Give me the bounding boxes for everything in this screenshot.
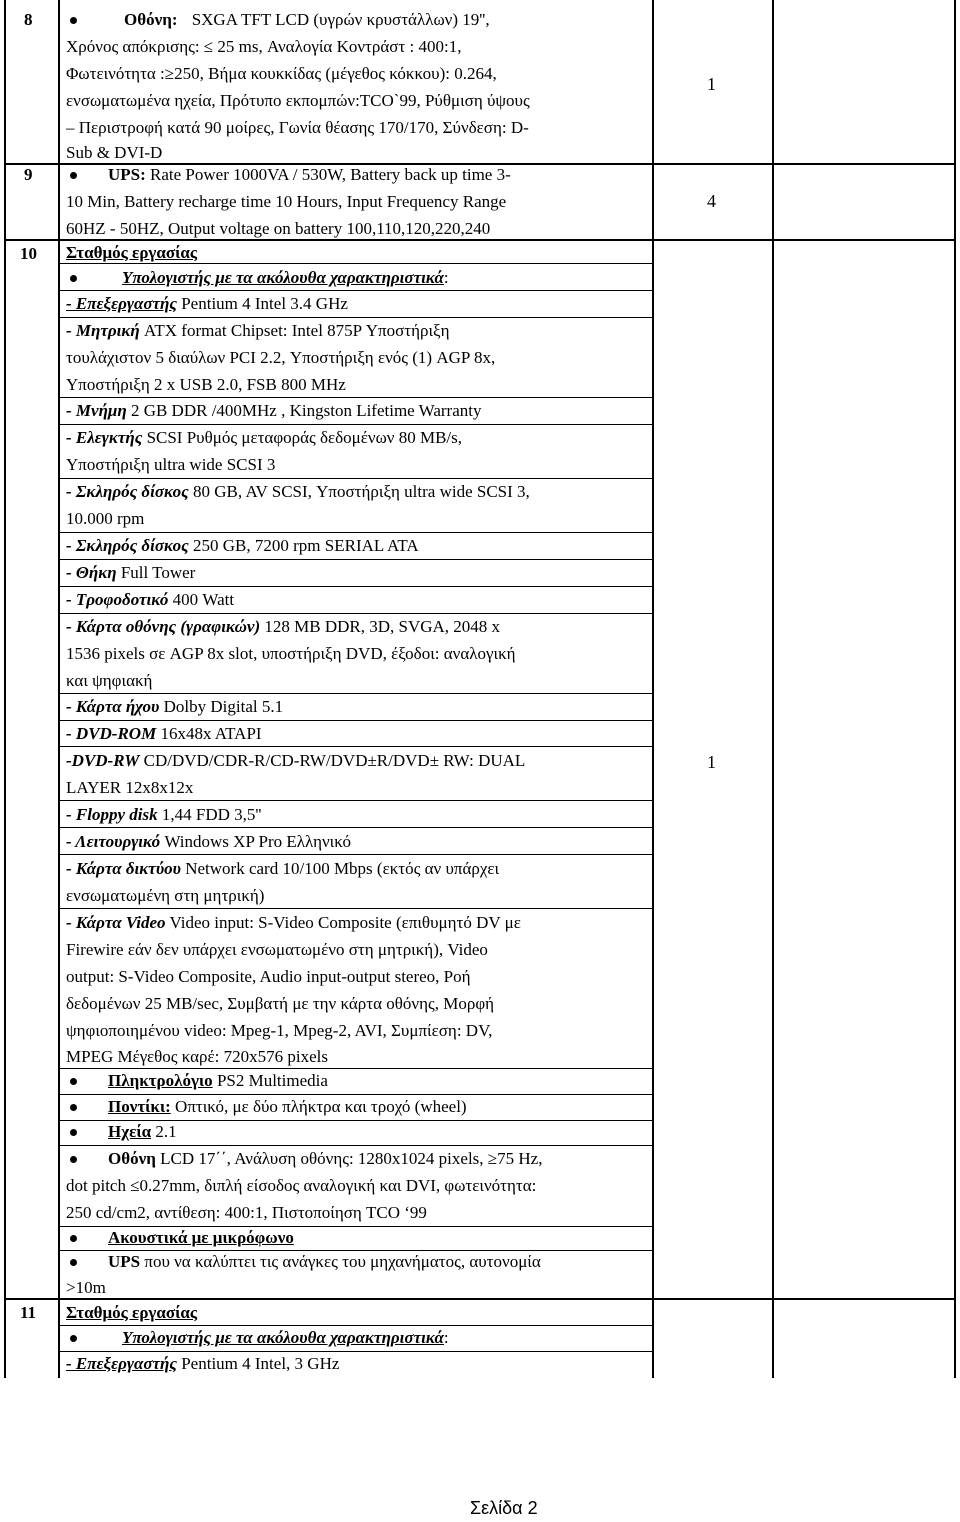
row-number: 8 <box>24 10 33 29</box>
spec-hdd-sata: - Σκληρός δίσκος 250 GB, 7200 rpm SERIAL ATA <box>66 536 419 555</box>
spec-floppy: - Floppy disk 1,44 FDD 3,5'' <box>66 805 262 824</box>
item-rule <box>59 290 652 291</box>
spec-hdd-scsi-line: 10.000 rpm <box>66 509 145 528</box>
item-rule <box>59 1094 652 1095</box>
workstation-title: Σταθμός εργασίας <box>66 243 198 262</box>
spec-video-line: MPEG Μέγεθος καρέ: 720x576 pixels <box>66 1047 328 1066</box>
item-rule <box>59 397 652 398</box>
item-rule <box>59 1145 652 1146</box>
row-number: 9 <box>24 165 33 184</box>
item-rule <box>59 827 652 828</box>
monitor-spec-line: Χρόνος απόκρισης: ≤ 25 ms, Αναλογία Κοντράστ : 400:1, <box>66 37 462 56</box>
bullet-icon <box>70 172 77 179</box>
spec-speakers: Ηχεία 2.1 <box>108 1122 177 1141</box>
quantity-cell: 4 <box>707 191 716 211</box>
monitor-spec-line <box>124 10 490 30</box>
spec-cpu: - Επεξεργαστής Pentium 4 Intel, 3 GHz <box>66 1354 340 1373</box>
monitor-spec-text: SXGA TFT LCD (υγρών κρυστάλλων) 19'', <box>191 10 490 29</box>
ups-spec-text: Rate Power 1000VA / 530W, Battery back up time 3- <box>150 165 511 184</box>
page-number: Σελίδα 2 <box>470 1498 538 1518</box>
spec-lcd-monitor-line: dot pitch ≤0.27mm, διπλή είσοδος αναλογική και DVI, φωτεινότητα: <box>66 1176 537 1195</box>
spec-gpu-line: 1536 pixels σε AGP 8x slot, υποστήριξη DVD, έξοδοι: αναλογική <box>66 644 516 663</box>
item-rule <box>59 1120 652 1121</box>
spec-ups-line: >10m <box>66 1278 106 1297</box>
computer-subtitle-text: Υπολογιστής με τα ακόλουθα χαρακτηριστικά <box>122 268 444 287</box>
spec-case: - Θήκη Full Tower <box>66 563 196 582</box>
table-divider-quantity <box>772 0 774 1378</box>
item-rule <box>59 1226 652 1227</box>
spec-headset: Ακουστικά με μικρόφωνο <box>108 1228 294 1247</box>
spec-dvdrw: -DVD-RW CD/DVD/CDR-R/CD-RW/DVD±R/DVD± RW: DUAL <box>66 751 526 770</box>
spec-lcd-monitor: Οθόνη LCD 17΄΄, Ανάλυση οθόνης: 1280x1024 pixels, ≥75 Hz, <box>108 1149 543 1168</box>
table-divider-description <box>652 0 654 1378</box>
item-rule <box>59 586 652 587</box>
bullet-icon <box>70 1078 77 1085</box>
spec-gpu-line: και ψηφιακή <box>66 671 153 690</box>
monitor-spec-line: Φωτεινότητα :≥250, Βήμα κουκκίδας (μέγεθος κόκκου): 0.264, <box>66 64 497 83</box>
item-rule <box>59 800 652 801</box>
row-number: 11 <box>20 1303 37 1322</box>
item-rule <box>59 613 652 614</box>
item-rule <box>59 1250 652 1251</box>
table-divider-number <box>58 0 60 1378</box>
item-rule <box>59 263 652 264</box>
spec-video-line: ψηφιοποιημένου video: Mpeg-1, Mpeg-2, AVI, Συμπίεση: DV, <box>66 1021 493 1040</box>
item-rule <box>59 559 652 560</box>
bullet-icon <box>70 1235 77 1242</box>
ups-spec-line: 60HZ - 50HZ, Output voltage on battery 100,110,120,220,240 <box>66 219 491 238</box>
spec-hdd-scsi: - Σκληρός δίσκος 80 GB, AV SCSI, Υποστήριξη ultra wide SCSI 3, <box>66 482 530 501</box>
computer-subtitle: Υπολογιστής με τα ακόλουθα χαρακτηριστικά: <box>122 1328 449 1347</box>
spec-mouse: Ποντίκι: Οπτικό, με δύο πλήκτρα και τροχό (wheel) <box>108 1097 467 1116</box>
spec-memory: - Μνήμη 2 GB DDR /400MHz , Kingston Lifetime Warranty <box>66 401 482 420</box>
bullet-icon <box>70 1259 77 1266</box>
item-rule <box>59 532 652 533</box>
monitor-label: Οθόνη: <box>124 10 178 29</box>
spec-dvdrom: - DVD-ROM 16x48x ATAPI <box>66 724 262 743</box>
row-number: 10 <box>20 244 37 263</box>
item-rule <box>59 746 652 747</box>
item-rule <box>59 1325 652 1326</box>
spec-controller: - Ελεγκτής SCSI Ρυθμός μεταφοράς δεδομένων 80 MB/s, <box>66 428 463 447</box>
item-rule <box>59 1351 652 1352</box>
spec-gpu: - Κάρτα οθόνης (γραφικών) 128 MB DDR, 3D, SVGA, 2048 x <box>66 617 501 636</box>
monitor-spec-line: – Περιστροφή κατά 90 μοίρες, Γωνία θέασης 170/170, Σύνδεση: D- <box>66 118 529 137</box>
item-rule <box>59 693 652 694</box>
table-border-left <box>4 0 6 1378</box>
spec-lcd-monitor-line: 250 cd/cm2, αντίθεση: 400:1, Πιστοποίηση TCO ‘99 <box>66 1203 427 1222</box>
spec-os: - Λειτουργικό Windows XP Pro Ελληνικό <box>66 832 351 851</box>
workstation-title: Σταθμός εργασίας <box>66 1303 198 1322</box>
spec-video-line: output: S-Video Composite, Audio input-output stereo, Ροή <box>66 967 471 986</box>
quantity-cell: 1 <box>707 752 716 772</box>
computer-subtitle: Υπολογιστής με τα ακόλουθα χαρακτηριστικά: <box>122 268 449 287</box>
spec-sound: - Κάρτα ήχου Dolby Digital 5.1 <box>66 697 284 716</box>
bullet-icon <box>70 1104 77 1111</box>
quantity-cell: 1 <box>707 74 716 94</box>
item-rule <box>59 854 652 855</box>
monitor-spec-line: ενσωματωμένα ηχεία, Πρότυπο εκπομπών:TCO`99, Ρύθμιση ύψους <box>66 91 530 110</box>
ups-label: UPS: <box>108 165 146 184</box>
spec-network: - Κάρτα δικτύου Network card 10/100 Mbps (εκτός αν υπάρχει <box>66 859 500 878</box>
monitor-spec-line: Sub & DVI-D <box>66 143 163 162</box>
item-rule <box>59 317 652 318</box>
spec-cpu: - Επεξεργαστής Pentium 4 Intel 3.4 GHz <box>66 294 348 313</box>
bullet-icon <box>70 1156 77 1163</box>
row-separator <box>4 1298 956 1300</box>
spec-dvdrw-line: LAYER 12x8x12x <box>66 778 194 797</box>
table-border-right <box>954 0 956 1378</box>
row-separator <box>4 239 956 241</box>
item-rule <box>59 478 652 479</box>
spec-psu: - Τροφοδοτικό 400 Watt <box>66 590 235 609</box>
spec-ups: UPS που να καλύπτει τις ανάγκες του μηχανήματος, αυτονομία <box>108 1252 541 1271</box>
spec-video-line: Firewire εάν δεν υπάρχει ενσωματωμένο στη μητρική), Video <box>66 940 488 959</box>
bullet-icon <box>70 1335 77 1342</box>
spec-controller-line: Υποστήριξη ultra wide SCSI 3 <box>66 455 276 474</box>
item-rule <box>59 908 652 909</box>
item-rule <box>59 424 652 425</box>
spec-motherboard: - Μητρική ATX format Chipset: Intel 875P Υποστήριξη <box>66 321 450 340</box>
spec-network-line: ενσωματωμένη στη μητρική) <box>66 886 265 905</box>
spec-keyboard: Πληκτρολόγιο PS2 Multimedia <box>108 1071 328 1090</box>
item-rule <box>59 1068 652 1069</box>
spec-motherboard-line: Υποστήριξη 2 x USB 2.0, FSB 800 MHz <box>66 375 346 394</box>
spec-video: - Κάρτα Video Video input: S-Video Composite (επιθυμητό DV με <box>66 913 521 932</box>
bullet-icon <box>70 1129 77 1136</box>
ups-spec-line: 10 Min, Battery recharge time 10 Hours, Input Frequency Range <box>66 192 507 211</box>
ups-spec-line <box>108 165 511 185</box>
bullet-icon <box>70 17 77 24</box>
spec-motherboard-line: τουλάχιστον 5 διαύλων PCI 2.2, Υποστήριξη ενός (1) AGP 8x, <box>66 348 496 367</box>
bullet-icon <box>70 275 77 282</box>
spec-video-line: δεδομένων 25 MB/sec, Συμβατή με την κάρτα οθόνης, Μορφή <box>66 994 495 1013</box>
item-rule <box>59 720 652 721</box>
